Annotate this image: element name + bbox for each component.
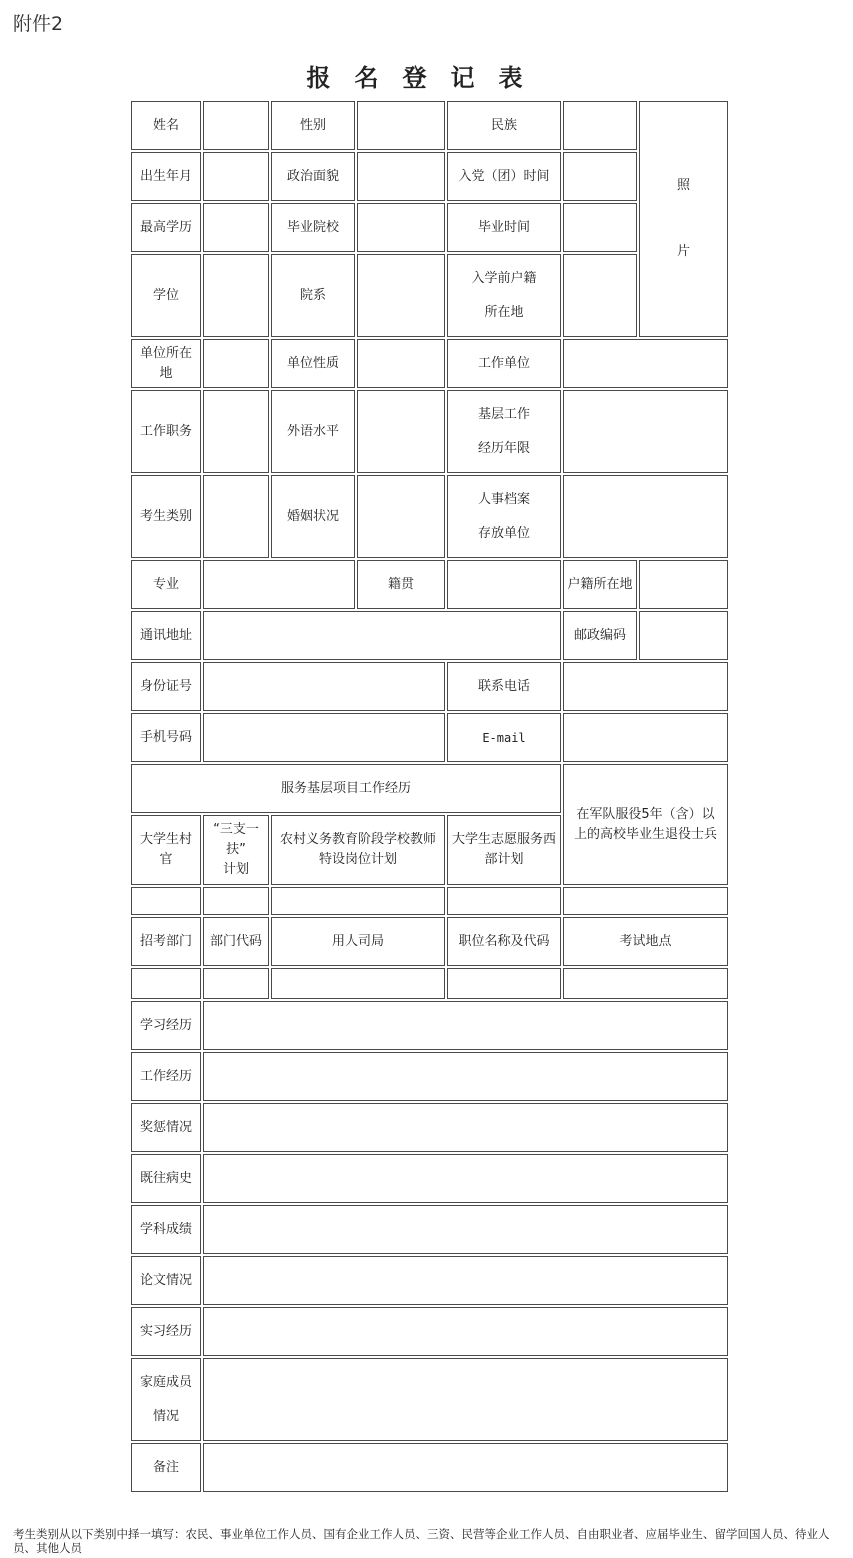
label-service-experience: 服务基层项目工作经历 <box>131 764 561 813</box>
field-employer[interactable] <box>271 968 445 999</box>
label-three-one-1: “三支一扶” <box>213 822 259 857</box>
label-exam-site: 考试地点 <box>563 917 728 966</box>
field-gender[interactable] <box>357 101 445 150</box>
label-join-party: 入党（团）时间 <box>447 152 561 201</box>
label-remarks: 备注 <box>131 1443 201 1492</box>
label-family <box>131 1358 201 1441</box>
label-village-official: 大学生村官 <box>131 815 201 885</box>
photo-box[interactable] <box>639 101 728 337</box>
field-work-history[interactable] <box>203 1052 728 1101</box>
form-title-text: 报名登记表 <box>306 63 547 92</box>
label-papers: 论文情况 <box>131 1256 201 1305</box>
label-mobile: 手机号码 <box>131 713 201 762</box>
field-archive[interactable] <box>563 475 728 558</box>
field-email[interactable] <box>563 713 728 762</box>
field-language[interactable] <box>357 390 445 473</box>
label-archive-2: 存放单位 <box>477 525 530 541</box>
field-postcode[interactable] <box>639 611 728 660</box>
label-id-number: 身份证号 <box>131 662 201 711</box>
label-department: 院系 <box>271 254 355 337</box>
field-hukou-before[interactable] <box>563 254 637 337</box>
field-candidate-type[interactable] <box>203 475 269 558</box>
label-language: 外语水平 <box>271 390 355 473</box>
label-major: 专业 <box>131 560 201 609</box>
field-major[interactable] <box>203 560 355 609</box>
label-address: 通讯地址 <box>131 611 201 660</box>
label-grades: 学科成绩 <box>131 1205 201 1254</box>
label-political: 政治面貌 <box>271 152 355 201</box>
label-veteran: 在军队服役5年（含）以上的高校毕业生退役士兵 <box>563 764 728 885</box>
label-medical: 既往病史 <box>131 1154 201 1203</box>
label-hukou-before <box>447 254 561 337</box>
attachment-label: 附件2 <box>13 13 64 35</box>
label-position: 职位名称及代码 <box>447 917 561 966</box>
label-unit-location: 单位所在地 <box>131 339 201 388</box>
field-department[interactable] <box>357 254 445 337</box>
photo-label-2: 片 <box>676 244 690 259</box>
label-candidate-type: 考生类别 <box>131 475 201 558</box>
field-dept-code[interactable] <box>203 968 269 999</box>
field-veteran[interactable] <box>563 887 728 915</box>
label-study-history: 学习经历 <box>131 1001 201 1050</box>
label-family-2: 情况 <box>152 1408 179 1424</box>
field-village-official[interactable] <box>131 887 201 915</box>
label-grassroots-1: 基层工作 <box>477 406 530 422</box>
field-mobile[interactable] <box>203 713 445 762</box>
field-grassroots-years[interactable] <box>563 390 728 473</box>
field-phone[interactable] <box>563 662 728 711</box>
field-name[interactable] <box>203 101 269 150</box>
label-ethnicity: 民族 <box>447 101 561 150</box>
field-ethnicity[interactable] <box>563 101 637 150</box>
label-western-volunteer: 大学生志愿服务西部计划 <box>447 815 561 885</box>
field-recruit-dept[interactable] <box>131 968 201 999</box>
field-papers[interactable] <box>203 1256 728 1305</box>
label-rural-teacher: 农村义务教育阶段学校教师特设岗位计划 <box>271 815 445 885</box>
field-birth[interactable] <box>203 152 269 201</box>
label-grassroots-years <box>447 390 561 473</box>
label-name: 姓名 <box>131 101 201 150</box>
label-postcode: 邮政编码 <box>563 611 637 660</box>
label-birth: 出生年月 <box>131 152 201 201</box>
field-unit-nature[interactable] <box>357 339 445 388</box>
field-work-unit[interactable] <box>563 339 728 388</box>
label-graduate-time: 毕业时间 <box>447 203 561 252</box>
field-medical[interactable] <box>203 1154 728 1203</box>
label-unit-nature: 单位性质 <box>271 339 355 388</box>
field-native-place[interactable] <box>447 560 561 609</box>
label-grassroots-2: 经历年限 <box>477 440 530 456</box>
label-three-one-2: 计划 <box>222 862 249 877</box>
footnote: 考生类别从以下类别中择一填写：农民、事业单位工作人员、国有企业工作人员、三资、民营等企业工作人员、自由职业者、应届毕业生、留学回国人员、待业人员、其他人员 <box>13 1527 830 1555</box>
field-political[interactable] <box>357 152 445 201</box>
field-exam-site[interactable] <box>563 968 728 999</box>
photo-label-1: 照 <box>676 178 690 193</box>
label-internship: 实习经历 <box>131 1307 201 1356</box>
label-dept-code: 部门代码 <box>203 917 269 966</box>
field-address[interactable] <box>203 611 561 660</box>
field-family[interactable] <box>203 1358 728 1441</box>
label-marital: 婚姻状况 <box>271 475 355 558</box>
label-hukou-before-2: 所在地 <box>484 304 524 320</box>
label-education: 最高学历 <box>131 203 201 252</box>
label-hukou-before-1: 入学前户籍 <box>471 270 537 286</box>
label-three-one <box>203 815 269 885</box>
field-degree[interactable] <box>203 254 269 337</box>
label-awards: 奖惩情况 <box>131 1103 201 1152</box>
field-job-title[interactable] <box>203 390 269 473</box>
field-internship[interactable] <box>203 1307 728 1356</box>
field-study-history[interactable] <box>203 1001 728 1050</box>
field-education[interactable] <box>203 203 269 252</box>
field-grades[interactable] <box>203 1205 728 1254</box>
field-join-party[interactable] <box>563 152 637 201</box>
field-id-number[interactable] <box>203 662 445 711</box>
field-rural-teacher[interactable] <box>271 887 445 915</box>
label-degree: 学位 <box>131 254 201 337</box>
field-hukou-location[interactable] <box>639 560 728 609</box>
label-work-unit: 工作单位 <box>447 339 561 388</box>
field-graduate-school[interactable] <box>357 203 445 252</box>
registration-form <box>129 99 730 1494</box>
field-position[interactable] <box>447 968 561 999</box>
label-job-title: 工作职务 <box>131 390 201 473</box>
field-unit-location[interactable] <box>203 339 269 388</box>
field-remarks[interactable] <box>203 1443 728 1492</box>
label-email: E-mail <box>447 713 561 762</box>
label-native-place: 籍贯 <box>357 560 445 609</box>
label-work-history: 工作经历 <box>131 1052 201 1101</box>
field-three-one[interactable] <box>203 887 269 915</box>
label-family-1: 家庭成员 <box>139 1374 192 1390</box>
field-marital[interactable] <box>357 475 445 558</box>
label-archive-1: 人事档案 <box>477 491 530 507</box>
label-recruit-dept: 招考部门 <box>131 917 201 966</box>
form-title <box>0 58 853 93</box>
field-awards[interactable] <box>203 1103 728 1152</box>
field-graduate-time[interactable] <box>563 203 637 252</box>
label-phone: 联系电话 <box>447 662 561 711</box>
field-western-volunteer[interactable] <box>447 887 561 915</box>
label-hukou-location: 户籍所在地 <box>563 560 637 609</box>
label-graduate-school: 毕业院校 <box>271 203 355 252</box>
label-gender: 性别 <box>271 101 355 150</box>
label-archive <box>447 475 561 558</box>
label-employer: 用人司局 <box>271 917 445 966</box>
